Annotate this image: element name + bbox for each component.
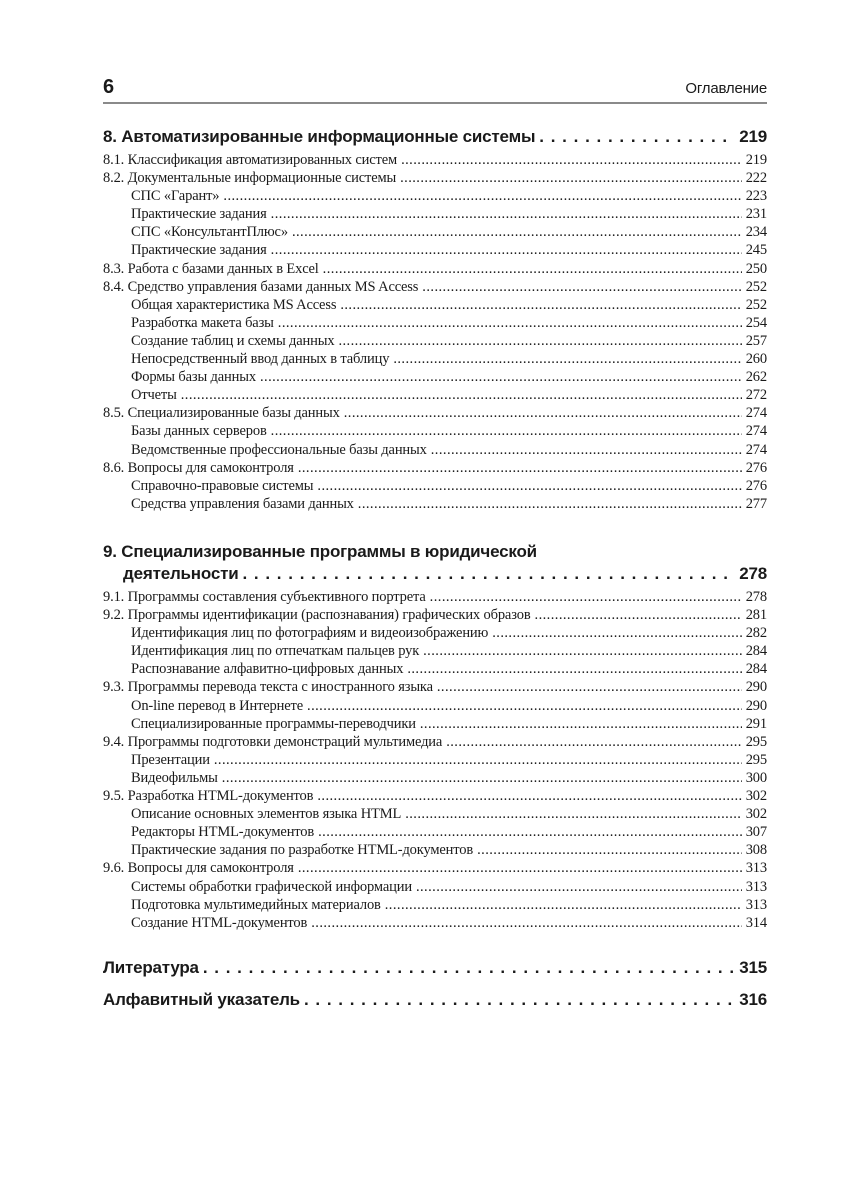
entry-label: Презентации bbox=[131, 751, 210, 768]
entry-label: 8.2. Документальные информационные системы bbox=[103, 170, 397, 187]
entry-page: 234 bbox=[745, 224, 767, 241]
subsection-entry[interactable] bbox=[103, 624, 767, 642]
entry-label: Специализированные программы-переводчики bbox=[131, 715, 416, 732]
chapter-8-entries bbox=[103, 151, 767, 513]
subsection-entry[interactable] bbox=[103, 187, 767, 205]
entry-page: 231 bbox=[745, 206, 767, 223]
chapter-heading[interactable] bbox=[103, 126, 767, 148]
entry-page: 276 bbox=[745, 477, 767, 494]
leader-dots bbox=[242, 563, 735, 585]
leader-dots bbox=[340, 296, 741, 314]
index-entry[interactable] bbox=[103, 989, 767, 1011]
leader-dots bbox=[407, 660, 741, 678]
entry-page: 313 bbox=[745, 860, 767, 877]
entry-page: 302 bbox=[745, 806, 767, 823]
entry-page: 315 bbox=[739, 958, 767, 977]
chapter-8 bbox=[103, 126, 767, 513]
running-title: Оглавление bbox=[685, 80, 767, 97]
entry-page: 290 bbox=[745, 697, 767, 714]
entry-page: 222 bbox=[745, 170, 767, 187]
leader-dots bbox=[400, 169, 742, 187]
entry-page: 260 bbox=[745, 351, 767, 368]
section-entry[interactable] bbox=[103, 678, 767, 696]
chapter-heading[interactable] bbox=[103, 563, 767, 585]
subsection-entry[interactable] bbox=[103, 386, 767, 404]
entry-page: 300 bbox=[745, 769, 767, 786]
leader-dots bbox=[307, 697, 742, 715]
entry-label: 8.5. Специализированные базы данных bbox=[103, 405, 340, 422]
entry-label: Создание таблиц и схемы данных bbox=[131, 332, 335, 349]
entry-label: Ведомственные профессиональные базы данных bbox=[131, 441, 427, 458]
subsection-entry[interactable] bbox=[103, 896, 767, 914]
chapter-title: 8. Автоматизированные информационные системы bbox=[103, 127, 536, 146]
leader-dots bbox=[401, 151, 742, 169]
entry-page: 272 bbox=[745, 387, 767, 404]
subsection-entry[interactable] bbox=[103, 314, 767, 332]
entry-label: СПС «Гарант» bbox=[131, 188, 220, 205]
entry-page: 282 bbox=[745, 625, 767, 642]
leader-dots bbox=[317, 787, 741, 805]
entry-label: Системы обработки графической информации bbox=[131, 878, 412, 895]
section-entry[interactable] bbox=[103, 733, 767, 751]
section-entry[interactable] bbox=[103, 588, 767, 606]
entry-label: 8.3. Работа с базами данных в Excel bbox=[103, 260, 319, 277]
leader-dots bbox=[344, 404, 742, 422]
entry-page: 250 bbox=[745, 260, 767, 277]
entry-page: 313 bbox=[745, 878, 767, 895]
section-entry[interactable] bbox=[103, 459, 767, 477]
entry-label: Алфавитный указатель bbox=[103, 990, 300, 1009]
leader-dots bbox=[358, 495, 742, 513]
leader-dots bbox=[304, 989, 735, 1011]
page-header bbox=[103, 76, 767, 100]
subsection-entry[interactable] bbox=[103, 495, 767, 513]
entry-label: СПС «КонсультантПлюс» bbox=[131, 224, 288, 241]
entry-page: 313 bbox=[745, 896, 767, 913]
subsection-entry[interactable] bbox=[103, 205, 767, 223]
entry-label: Практические задания по разработке HTML-документов bbox=[131, 842, 474, 859]
entry-page: 316 bbox=[739, 990, 767, 1009]
subsection-entry[interactable] bbox=[103, 223, 767, 241]
entry-page: 278 bbox=[745, 589, 767, 605]
entry-page: 274 bbox=[745, 423, 767, 440]
section-entry[interactable] bbox=[103, 260, 767, 278]
leader-dots bbox=[539, 126, 735, 148]
entry-label: Описание основных элементов языка HTML bbox=[131, 806, 402, 823]
entry-label: Справочно-правовые системы bbox=[131, 477, 314, 494]
entry-label: Общая характеристика MS Access bbox=[131, 296, 337, 313]
subsection-entry[interactable] bbox=[103, 350, 767, 368]
entry-label: Создание HTML-документов bbox=[131, 914, 308, 931]
leader-dots bbox=[271, 241, 742, 259]
entry-page: 302 bbox=[745, 788, 767, 805]
leader-dots bbox=[477, 841, 742, 859]
entry-label: Разработка макета базы bbox=[131, 314, 274, 331]
leader-dots bbox=[431, 441, 742, 459]
leader-dots bbox=[323, 260, 742, 278]
page-number: 6 bbox=[103, 76, 115, 98]
subsection-entry[interactable] bbox=[103, 241, 767, 259]
entry-page: 295 bbox=[745, 751, 767, 768]
leader-dots bbox=[422, 278, 741, 296]
subsection-entry[interactable] bbox=[103, 477, 767, 495]
leader-dots bbox=[420, 715, 742, 733]
subsection-entry[interactable] bbox=[103, 296, 767, 314]
subsection-entry[interactable] bbox=[103, 769, 767, 787]
section-entry[interactable] bbox=[103, 859, 767, 877]
subsection-entry[interactable] bbox=[103, 914, 767, 932]
entry-label: Распознавание алфавитно-цифровых данных bbox=[131, 661, 404, 678]
leader-dots bbox=[492, 624, 741, 642]
entry-label: 9.5. Разработка HTML-документов bbox=[103, 788, 314, 805]
entry-page: 223 bbox=[745, 188, 767, 205]
section-entry[interactable] bbox=[103, 606, 767, 624]
subsection-entry[interactable] bbox=[103, 751, 767, 769]
subsection-entry[interactable] bbox=[103, 878, 767, 896]
leader-dots bbox=[271, 422, 742, 440]
entry-page: 284 bbox=[745, 643, 767, 660]
subsection-entry[interactable] bbox=[103, 697, 767, 715]
section-entry[interactable] bbox=[103, 404, 767, 422]
entry-page: 307 bbox=[745, 824, 767, 841]
chapter-title-line2: деятельности bbox=[123, 564, 239, 583]
entry-label: Литература bbox=[103, 958, 199, 977]
leader-dots bbox=[318, 823, 742, 841]
chapter-title-line1[interactable]: 9. Специализированные программы в юридической bbox=[103, 542, 537, 561]
subsection-entry[interactable] bbox=[103, 422, 767, 440]
entry-page: 314 bbox=[745, 914, 767, 931]
leader-dots bbox=[338, 332, 741, 350]
leader-dots bbox=[298, 859, 742, 877]
leader-dots bbox=[203, 957, 735, 979]
section-entry[interactable] bbox=[103, 278, 767, 296]
leader-dots bbox=[317, 477, 741, 495]
entry-label: Идентификация лиц по отпечаткам пальцев рук bbox=[131, 643, 420, 660]
entry-label: Средства управления базами данных bbox=[131, 495, 354, 512]
subsection-entry[interactable] bbox=[103, 823, 767, 841]
header-rule bbox=[103, 102, 767, 104]
entry-page: 281 bbox=[745, 607, 767, 624]
entry-label: Практические задания bbox=[131, 242, 267, 259]
leader-dots bbox=[423, 642, 742, 660]
entry-label: 9.4. Программы подготовки демонстраций мультимедиа bbox=[103, 733, 443, 750]
leader-dots bbox=[271, 205, 742, 223]
entry-page: 257 bbox=[745, 332, 767, 349]
subsection-entry[interactable] bbox=[103, 332, 767, 350]
leader-dots bbox=[385, 896, 742, 914]
entry-page: 219 bbox=[745, 152, 767, 168]
entry-label: Подготовка мультимедийных материалов bbox=[131, 896, 381, 913]
entry-label: Идентификация лиц по фотографиям и видеоизображению bbox=[131, 625, 489, 642]
entry-page: 295 bbox=[745, 733, 767, 750]
chapter-9-entries bbox=[103, 588, 767, 932]
entry-page: 245 bbox=[745, 242, 767, 259]
leader-dots bbox=[298, 459, 742, 477]
entry-label: 8.4. Средство управления базами данных MS Access bbox=[103, 278, 419, 295]
entry-label: Базы данных серверов bbox=[131, 423, 267, 440]
entry-label: Отчеты bbox=[131, 387, 177, 404]
subsection-entry[interactable] bbox=[103, 642, 767, 660]
leader-dots bbox=[181, 386, 742, 404]
entry-label: Формы базы данных bbox=[131, 369, 256, 386]
chapter-page: 219 bbox=[739, 127, 767, 146]
leader-dots bbox=[437, 678, 742, 696]
subsection-entry[interactable] bbox=[103, 441, 767, 459]
leader-dots bbox=[214, 751, 742, 769]
leader-dots bbox=[416, 878, 742, 896]
entry-page: 274 bbox=[745, 441, 767, 458]
leader-dots bbox=[260, 368, 742, 386]
entry-label: On-line перевод в Интернете bbox=[131, 697, 304, 714]
entry-page: 274 bbox=[745, 405, 767, 422]
entry-label: 9.2. Программы идентификации (распознавания) графических образов bbox=[103, 607, 531, 624]
entry-page: 262 bbox=[745, 369, 767, 386]
leader-dots bbox=[446, 733, 741, 751]
entry-label: Практические задания bbox=[131, 206, 267, 223]
leader-dots bbox=[223, 187, 741, 205]
entry-page: 291 bbox=[745, 715, 767, 732]
leader-dots bbox=[393, 350, 741, 368]
entry-page: 276 bbox=[745, 459, 767, 476]
entry-label: 9.1. Программы составления субъективного портрета bbox=[103, 589, 426, 605]
leader-dots bbox=[430, 588, 742, 606]
entry-label: 9.6. Вопросы для самоконтроля bbox=[103, 860, 294, 877]
section-entry[interactable] bbox=[103, 787, 767, 805]
subsection-entry[interactable] bbox=[103, 715, 767, 733]
subsection-entry[interactable] bbox=[103, 368, 767, 386]
leader-dots bbox=[292, 223, 742, 241]
entry-label: Непосредственный ввод данных в таблицу bbox=[131, 351, 390, 368]
entry-label: 8.6. Вопросы для самоконтроля bbox=[103, 459, 294, 476]
entry-label: 8.1. Классификация автоматизированных систем bbox=[103, 152, 398, 168]
leader-dots bbox=[278, 314, 742, 332]
back-matter bbox=[103, 957, 767, 1011]
entry-page: 290 bbox=[745, 679, 767, 696]
leader-dots bbox=[222, 769, 742, 787]
chapter-page: 278 bbox=[739, 564, 767, 583]
leader-dots bbox=[405, 805, 742, 823]
entry-page: 252 bbox=[745, 296, 767, 313]
leader-dots bbox=[311, 914, 741, 932]
chapter-9 bbox=[103, 541, 767, 932]
leader-dots bbox=[535, 606, 742, 624]
bibliography-entry[interactable] bbox=[103, 957, 767, 979]
entry-page: 252 bbox=[745, 278, 767, 295]
entry-label: Видеофильмы bbox=[131, 769, 218, 786]
subsection-entry[interactable] bbox=[103, 841, 767, 859]
entry-page: 308 bbox=[745, 842, 767, 859]
entry-page: 254 bbox=[745, 314, 767, 331]
entry-label: Редакторы HTML-документов bbox=[131, 824, 315, 841]
entry-page: 284 bbox=[745, 661, 767, 678]
entry-label: 9.3. Программы перевода текста с иностранного языка bbox=[103, 679, 433, 696]
entry-page: 277 bbox=[745, 495, 767, 512]
subsection-entry[interactable] bbox=[103, 805, 767, 823]
subsection-entry[interactable] bbox=[103, 660, 767, 678]
toc-page bbox=[103, 76, 767, 100]
section-entry[interactable] bbox=[103, 169, 767, 187]
section-entry[interactable] bbox=[103, 151, 767, 169]
